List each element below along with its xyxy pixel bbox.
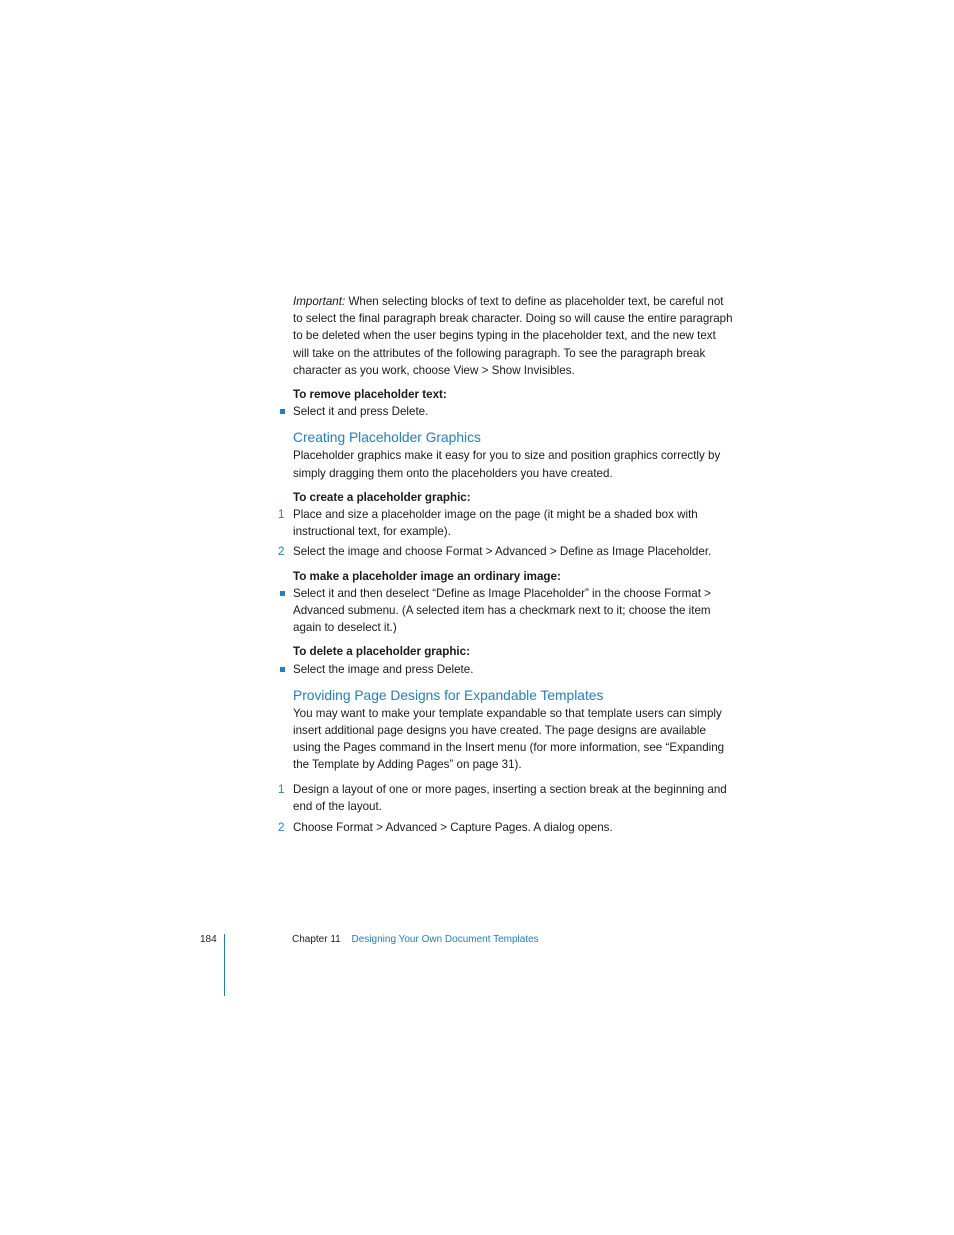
step-number: 2	[278, 821, 285, 835]
square-bullet-icon	[280, 591, 285, 596]
page-number: 184	[200, 934, 217, 945]
list-item	[278, 543, 733, 560]
list-item	[278, 819, 733, 836]
important-text: When selecting blocks of text to define as placeholder text, be careful not to select the final paragraph break character. Doing so will cause the entire paragraph to be deleted when the user begins typing in the placeholder text, and the new text will take on the attributes of the following paragraph. To see the paragraph break character as you work, choose View > Show Invisibles.	[293, 295, 733, 377]
footer-divider	[224, 934, 225, 996]
list-item	[293, 585, 733, 637]
section-heading-creating-graphics: Creating Placeholder Graphics	[293, 430, 481, 446]
delete-graphic-list	[293, 661, 733, 678]
step-number: 1	[278, 508, 285, 522]
list-item-text: Select it and then deselect “Define as Image Placeholder” in the choose Format > Advanced submenu. (A selected item has a checkmark next to it; choose the item again to deselect it.)	[293, 586, 711, 635]
square-bullet-icon	[280, 409, 285, 414]
list-item	[278, 781, 733, 815]
delete-graphic-heading: To delete a placeholder graphic:	[293, 645, 470, 659]
list-item	[278, 506, 733, 540]
creating-graphics-intro: Placeholder graphics make it easy for you to size and position graphics correctly by simply dragging them onto the placeholders you have created.	[293, 449, 721, 480]
expandable-steps	[278, 781, 733, 837]
important-label: Important:	[293, 295, 346, 308]
chapter-label: Chapter 11	[292, 934, 341, 945]
remove-text-list	[293, 403, 733, 420]
step-text: Design a layout of one or more pages, inserting a section break at the beginning and end of the layout.	[293, 782, 727, 813]
list-item	[293, 661, 733, 678]
ordinary-image-heading: To make a placeholder image an ordinary image:	[293, 569, 561, 583]
create-graphic-heading: To create a placeholder graphic:	[293, 490, 471, 504]
list-item-text: Select it and press Delete.	[293, 405, 429, 419]
ordinary-image-list	[293, 585, 733, 637]
page-body	[278, 293, 733, 843]
step-text: Choose Format > Advanced > Capture Pages. A dialog opens.	[293, 821, 613, 835]
chapter-title: Designing Your Own Document Templates	[351, 934, 539, 945]
important-note	[293, 293, 733, 379]
remove-text-heading: To remove placeholder text:	[293, 388, 447, 402]
step-text: Place and size a placeholder image on the page (it might be a shaded box with instructional text, for example).	[293, 508, 698, 539]
step-text: Select the image and choose Format > Advanced > Define as Image Placeholder.	[293, 545, 712, 559]
section-heading-expandable: Providing Page Designs for Expandable Templates	[293, 687, 604, 703]
list-item	[293, 403, 733, 420]
step-number: 2	[278, 545, 285, 559]
expandable-intro: You may want to make your template expandable so that template users can simply insert additional page designs you have created. The page designs are available using the Pages command in the Insert menu (for more information, see “Expanding the Template by Adding Pages” on page 31).	[293, 706, 725, 772]
footer-chapter	[292, 933, 539, 947]
square-bullet-icon	[280, 667, 285, 672]
list-item-text: Select the image and press Delete.	[293, 662, 474, 676]
create-graphic-steps	[278, 506, 733, 561]
step-number: 1	[278, 782, 285, 796]
